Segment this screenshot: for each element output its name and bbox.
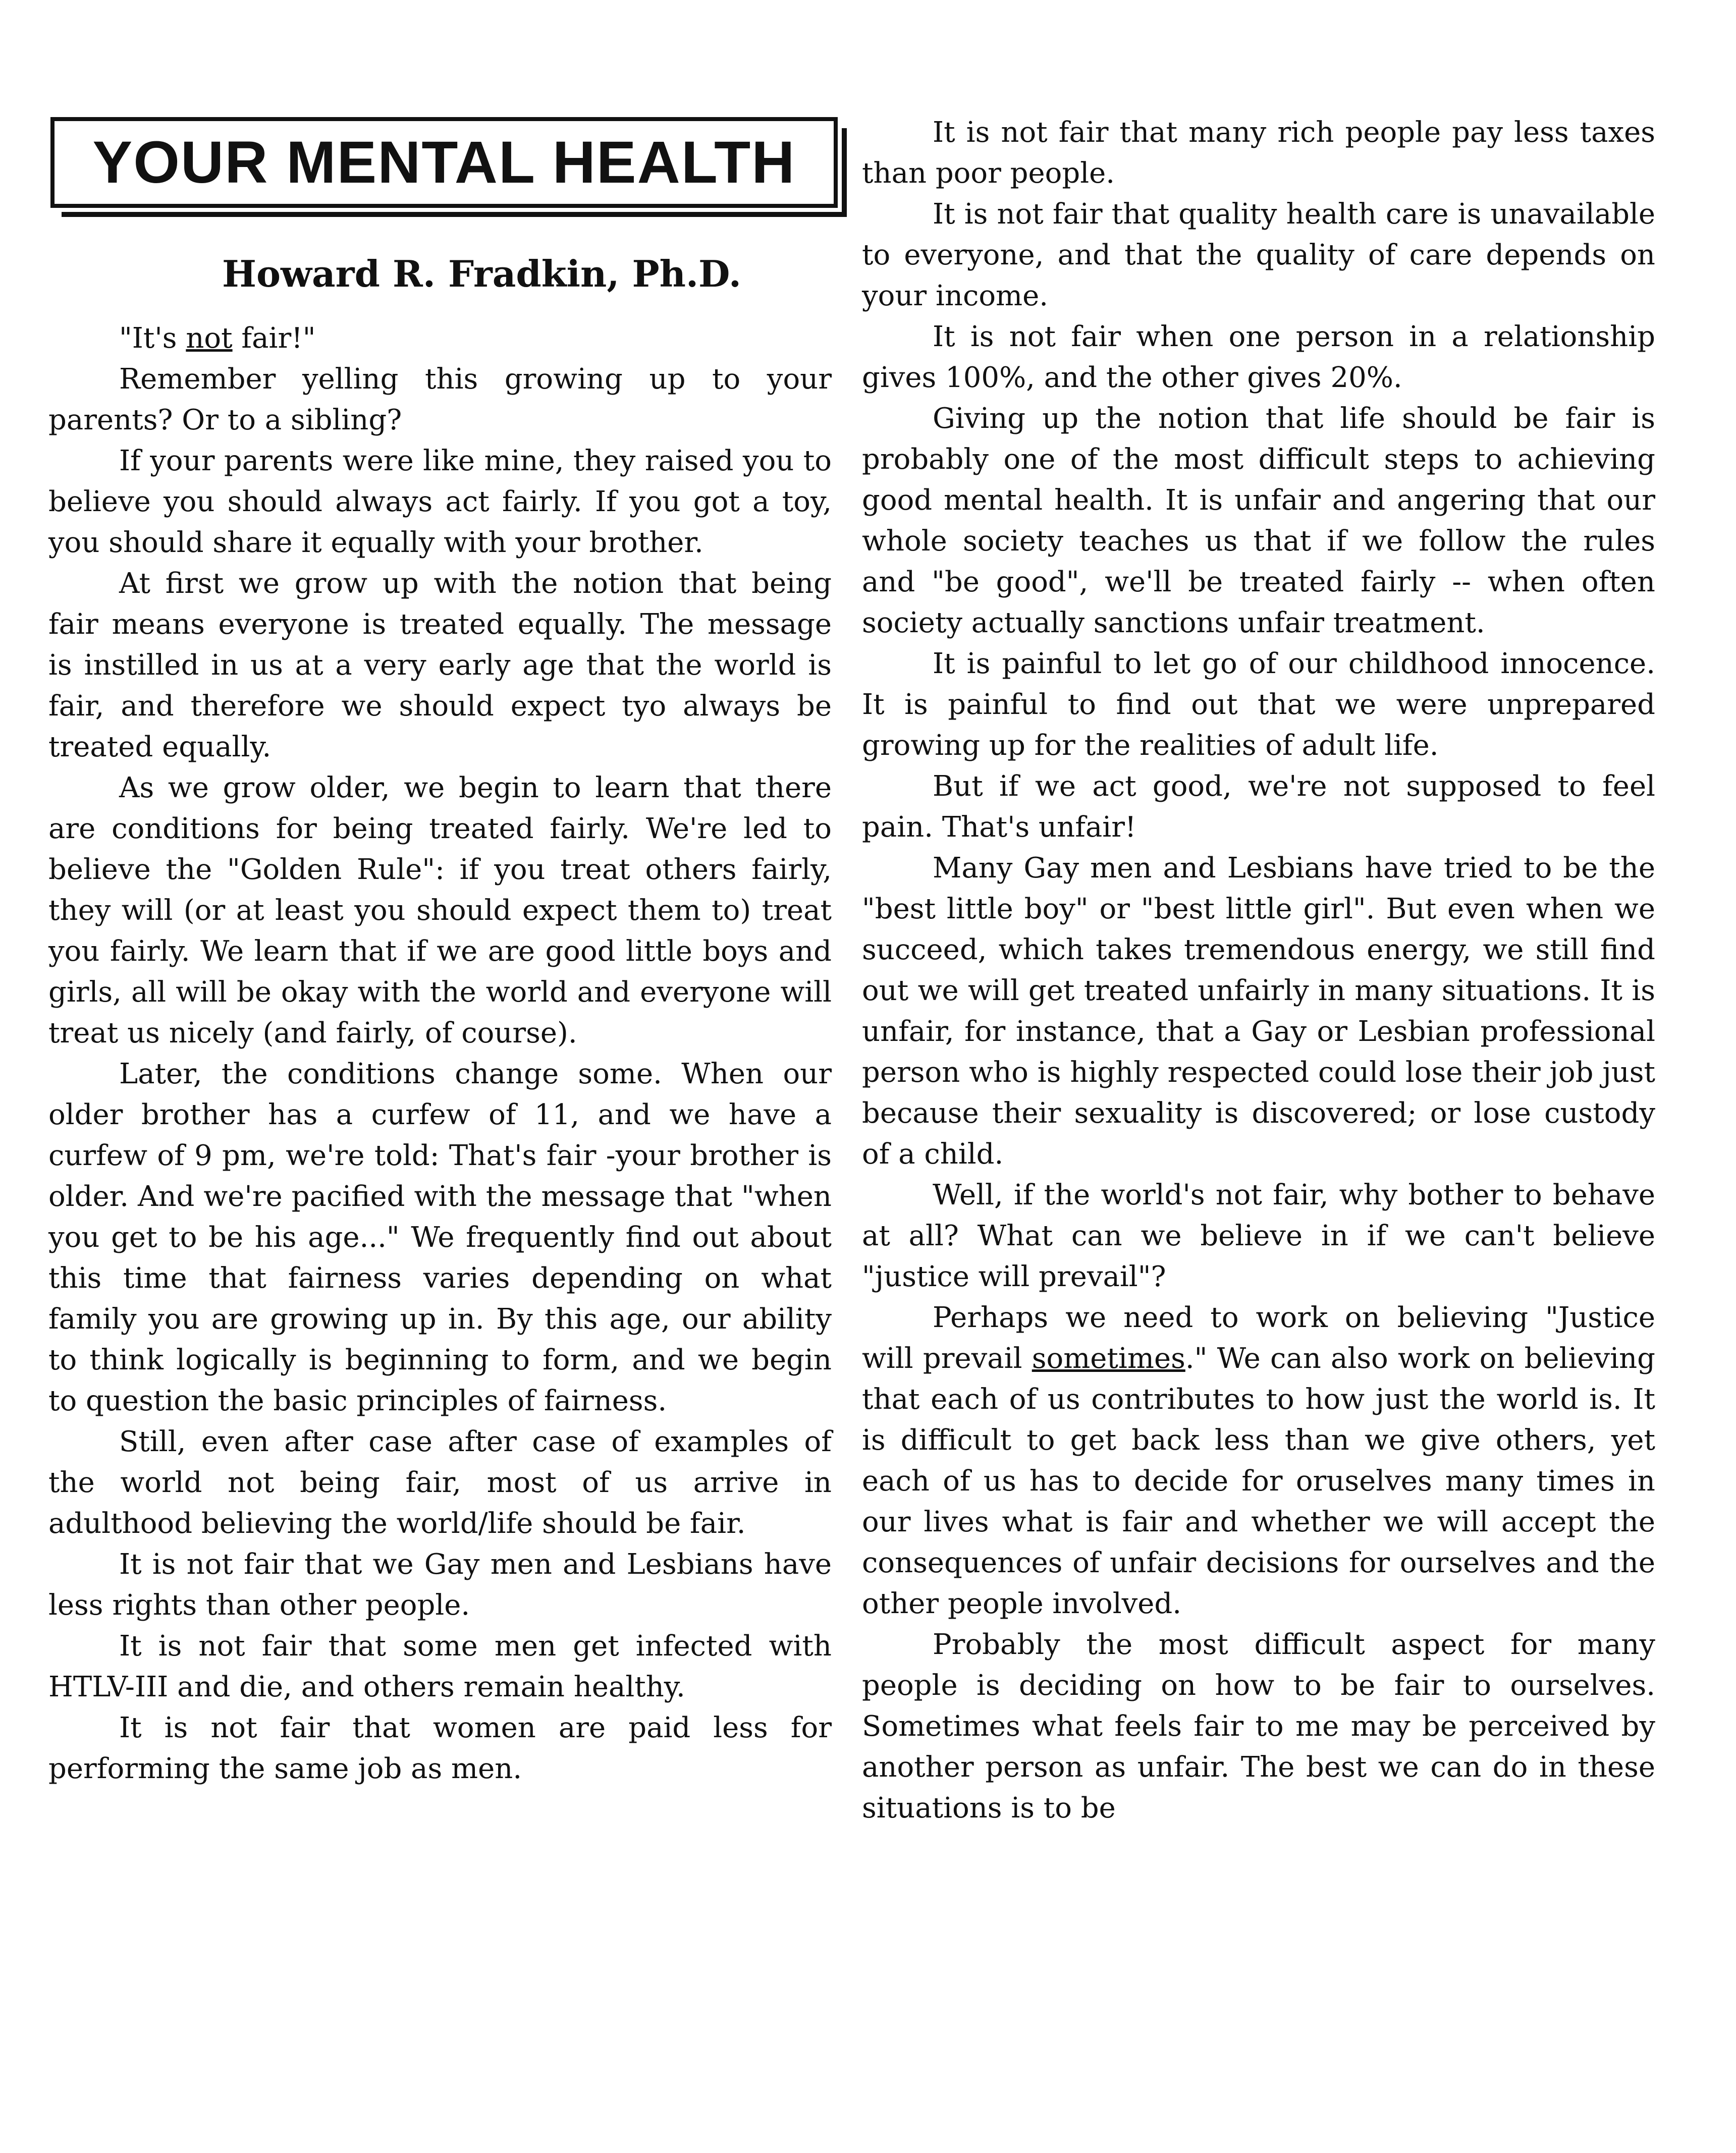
article-paragraph: It is not fair that we Gay men and Lesbians have less rights than other people. bbox=[48, 1548, 832, 1622]
paragraph-text: fair!" bbox=[232, 322, 316, 355]
article-paragraph bbox=[48, 318, 832, 359]
article-paragraph bbox=[862, 1297, 1655, 1624]
author-byline: Howard R. Fradkin, Ph.D. bbox=[222, 252, 741, 295]
article-paragraph: Well, if the world's not fair, why bother to behave at all? What can we believe in if we can't believe "justice will prevail"? bbox=[862, 1179, 1655, 1293]
article-paragraph: It is not fair that many rich people pay less taxes than poor people. bbox=[862, 116, 1655, 190]
article-paragraph: Many Gay men and Lesbians have tried to be the "best little boy" or "best little girl". But even when we succeed, which takes tremendous energy, we still find out we will get treated unfairly in many situations. It is unfair, for instance, that a Gay or Lesbian professional person who is highly respected could lose their job just because their sexuality is discovered; or lose custody of a child. bbox=[862, 852, 1655, 1171]
article-paragraph: Later, the conditions change some. When our older brother has a curfew of 11, and we have a curfew of 9 pm, we're told: That's fair -your brother is older. And we're pacified with the message that "when you get to be his age..." We frequently find out about this time that fairness varies depending on what family you are growing up in. By this age, our ability to think logically is beginning to form, and we begin to question the basic principles of fairness. bbox=[48, 1058, 832, 1417]
article-paragraph: If your parents were like mine, they raised you to believe you should always act fairly. If you got a toy, you should share it equally with your brother. bbox=[48, 445, 832, 559]
article-paragraph: But if we act good, we're not supposed to feel pain. That's unfair! bbox=[862, 770, 1655, 844]
left-column bbox=[48, 318, 832, 1789]
article-paragraph: Still, even after case after case of examples of the world not being fair, most of us arrive in adulthood believing the world/life should be fair. bbox=[48, 1425, 832, 1540]
article-paragraph: It is not fair that women are paid less for performing the same job as men. bbox=[48, 1712, 832, 1785]
underlined-text: sometimes bbox=[1032, 1342, 1185, 1375]
article-paragraph: Giving up the notion that life should be fair is probably one of the most difficult steps to achieving good mental health. It is unfair and angering that our whole society teaches us that if we follow the rules and "be good", we'll be treated fairly -- when often society actually sanctions unfair treatment. bbox=[862, 402, 1655, 639]
paragraph-text: Perhaps we need to work on believing "Justice will prevail bbox=[862, 1301, 1655, 1375]
paragraph-text: ." We can also work on believing that each of us contributes to how just the world is. It is difficult to get back less than we give others, yet each of us has to decide for oruselves many times in our lives what is fair and whether we will accept the consequences of unfair decisions for ourselves and the other people involved. bbox=[862, 1342, 1655, 1620]
article-paragraph: It is not fair when one person in a relationship gives 100%, and the other gives 20%. bbox=[862, 320, 1655, 394]
article-paragraph: As we grow older, we begin to learn that there are conditions for being treated fairly. We're led to believe the "Golden Rule": if you treat others fairly, they will (or at least you should expect them to) treat you fairly. We learn that if we are good little boys and girls, all will be okay with the world and everyone will treat us nicely (and fairly, of course). bbox=[48, 771, 832, 1050]
article-paragraph: It is not fair that quality health care is unavailable to everyone, and that the quality of care depends on your income. bbox=[862, 198, 1655, 312]
underlined-text: not bbox=[186, 322, 233, 355]
column-title: YOUR MENTAL HEALTH bbox=[92, 129, 796, 196]
paragraph-text: "It's bbox=[119, 322, 186, 355]
article-paragraph: It is not fair that some men get infected with HTLV-III and die, and others remain healthy. bbox=[48, 1630, 832, 1703]
article-paragraph: Probably the most difficult aspect for many people is deciding on how to be fair to ourselves. Sometimes what feels fair to me may be perceived by another person as unfair. The best we can do in these situations is to be bbox=[862, 1628, 1655, 1825]
column-masthead bbox=[50, 117, 838, 208]
right-column bbox=[862, 112, 1655, 1829]
article-paragraph: It is painful to let go of our childhood innocence. It is painful to find out that we were unprepared growing up for the realities of adult life. bbox=[862, 647, 1655, 762]
article-paragraph: At first we grow up with the notion that being fair means everyone is treated equally. The message is instilled in us at a very early age that the world is fair, and therefore we should expect tyo always be treated equally. bbox=[48, 567, 832, 763]
article-paragraph: Remember yelling this growing up to your parents? Or to a sibling? bbox=[48, 363, 832, 436]
